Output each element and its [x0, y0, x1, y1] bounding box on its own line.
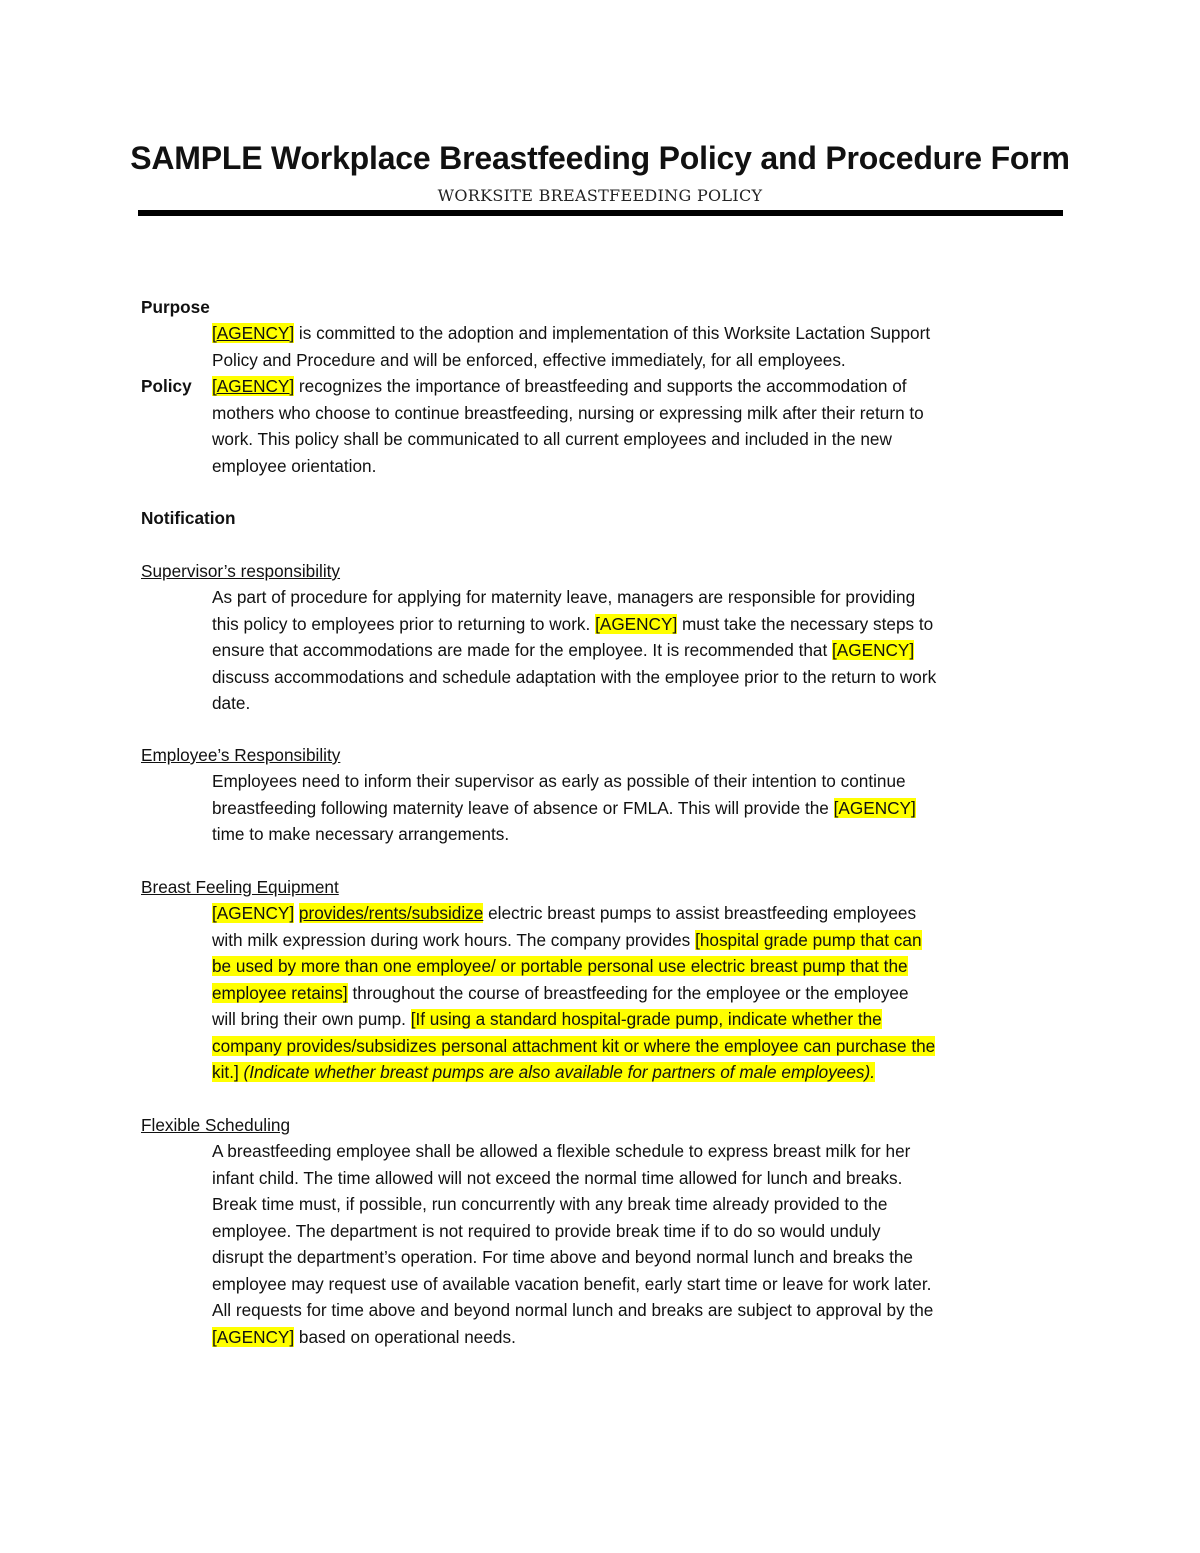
text-run: date. [212, 693, 251, 713]
highlighted-text: [hospital grade pump that can [695, 929, 922, 950]
text-run: A breastfeeding employee shall be allowed a flexible schedule to express breast milk for her [212, 1141, 911, 1161]
text-line [212, 1191, 933, 1218]
notification-label: Notification [141, 508, 236, 528]
flexible-text [212, 1138, 933, 1350]
text-line [212, 1059, 935, 1086]
text-run: discuss accommodations and schedule adaptation with the employee prior to the return to work [212, 666, 937, 687]
text-line [212, 1165, 933, 1192]
employee-text [212, 768, 916, 848]
text-run: All requests for time above and beyond normal lunch and breaks are subject to approval by the [212, 1300, 934, 1320]
highlighted-text: [AGENCY] [595, 613, 678, 634]
text-run: employee may request use of available vacation benefit, early start time or leave for work later. [212, 1273, 932, 1294]
text-run: As part of procedure for applying for maternity leave, managers are responsible for providing [212, 587, 916, 607]
highlighted-text: [AGENCY] [832, 640, 915, 660]
supervisor-text [212, 584, 936, 717]
text-line [212, 373, 924, 400]
text-line [212, 900, 935, 927]
highlighted-text: company provides/subsidizes personal attachment kit or where the employee can purchase the [212, 1035, 936, 1056]
text-run: disrupt the department’s operation. For time above and beyond normal lunch and breaks the [212, 1247, 913, 1267]
text-line [212, 453, 924, 480]
text-line [212, 1006, 935, 1033]
text-run: infant child. The time allowed will not exceed the normal time allowed for lunch and breaks. [212, 1167, 903, 1188]
highlighted-text: provides/rents/subsidize [298, 903, 484, 923]
text-line [212, 1244, 933, 1271]
text-run: this policy to employees prior to returning to work. [212, 613, 596, 634]
policy-label: Policy [141, 376, 192, 396]
text-line [212, 980, 935, 1007]
highlighted-text: employee retains] [212, 982, 348, 1003]
text-run: employee orientation. [212, 455, 377, 476]
text-line [212, 1138, 933, 1165]
equipment-text [212, 900, 935, 1086]
text-line [212, 927, 935, 954]
text-line [212, 637, 936, 664]
text-line [212, 690, 936, 717]
text-run: ensure that accommodations are made for the employee. It is recommended that [212, 640, 833, 660]
text-line [212, 953, 935, 980]
text-run: with milk expression during work hours. The company provides [212, 929, 696, 950]
text-run: recognizes the importance of breastfeeding and supports the accommodation of [294, 376, 907, 396]
highlighted-text: kit.] [212, 1062, 244, 1082]
text-line [212, 664, 936, 691]
highlighted-text: [AGENCY] [212, 903, 295, 923]
flexible-heading: Flexible Scheduling [141, 1115, 291, 1135]
text-line [212, 400, 924, 427]
text-line [212, 1271, 933, 1298]
purpose-label: Purpose [141, 297, 210, 317]
text-run: must take the necessary steps to [677, 613, 934, 634]
purpose-text [212, 320, 930, 373]
highlighted-text: (Indicate whether breast pumps are also available for partners of male employees). [243, 1062, 875, 1082]
highlighted-text: [AGENCY] [212, 1326, 295, 1347]
text-run: Employees need to inform their supervisor as early as possible of their intention to continue [212, 771, 906, 791]
text-line [212, 1324, 933, 1351]
document-subtitle: WORKSITE BREASTFEEDING POLICY [437, 186, 763, 205]
text-line [212, 347, 930, 374]
text-line [212, 768, 916, 795]
text-line [212, 426, 924, 453]
text-run: mothers who choose to continue breastfeeding, nursing or expressing milk after their return to [212, 402, 924, 423]
highlighted-text: [If using a standard hospital-grade pump, indicate whether the [410, 1009, 882, 1029]
text-run: is committed to the adoption and implementation of this Worksite Lactation Support [294, 323, 931, 343]
text-line [212, 1033, 935, 1060]
text-run: Policy and Procedure and will be enforced, effective immediately, for all employees. [212, 349, 846, 370]
text-run: based on operational needs. [294, 1326, 516, 1347]
text-run: breastfeeding following maternity leave of absence or FMLA. This will provide the [212, 797, 834, 818]
highlighted-text: [AGENCY] [833, 797, 916, 818]
highlighted-text: [AGENCY] [212, 323, 295, 343]
text-line [212, 1297, 933, 1324]
text-run: electric breast pumps to assist breastfeeding employees [483, 903, 917, 923]
text-run: throughout the course of breastfeeding for the employee or the employee [347, 982, 909, 1003]
text-run: work. This policy shall be communicated to all current employees and included in the new [212, 429, 892, 449]
supervisor-heading: Supervisor’s responsibility [141, 561, 341, 581]
text-line [212, 1218, 933, 1245]
policy-text [212, 373, 924, 479]
text-line [212, 795, 916, 822]
text-line [212, 821, 916, 848]
text-run: will bring their own pump. [212, 1009, 411, 1029]
text-line [212, 320, 930, 347]
employee-heading: Employee’s Responsibility [141, 745, 341, 765]
text-line [212, 611, 936, 638]
text-run: employee. The department is not required to provide break time if to do so would unduly [212, 1220, 881, 1241]
highlighted-text: [AGENCY] [212, 376, 295, 396]
text-run: time to make necessary arrangements. [212, 824, 510, 844]
text-line [212, 584, 936, 611]
title-divider [138, 210, 1063, 216]
equipment-heading: Breast Feeling Equipment [141, 877, 339, 897]
text-run: Break time must, if possible, run concurrently with any break time already provided to the [212, 1194, 888, 1214]
highlighted-text: be used by more than one employee/ or portable personal use electric breast pump that the [212, 956, 908, 976]
document-title: SAMPLE Workplace Breastfeeding Policy and Procedure Form [130, 140, 1070, 176]
